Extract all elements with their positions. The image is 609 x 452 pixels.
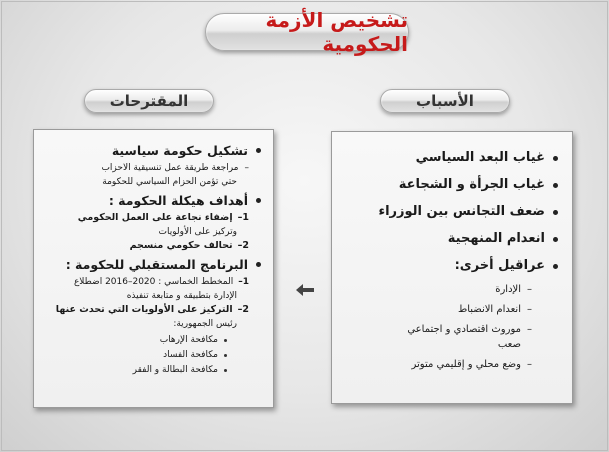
causes-header — [380, 89, 510, 113]
proposals-panel — [33, 129, 274, 408]
proposal-sub-text-cont: الإدارة بتطبيقه و متابعة تنفيذه — [126, 291, 237, 301]
cause-item — [340, 204, 558, 220]
proposal-sub-text: المخطط الخماسي : 2020–2016 اضطلاع — [73, 277, 234, 287]
obstacle-label: موروث اقتصادي و اجتماعي صعب — [407, 324, 521, 350]
proposal-sub-text-cont: وتركيز على الأولويات — [158, 227, 237, 237]
proposal-sub-text-cont: حتي تؤمن الحزام السياسي للحكومة — [102, 177, 237, 187]
obstacle-label: وضع محلي و إقليمي متوتر — [411, 359, 521, 370]
obstacle-item: – انعدام الانضباط — [457, 304, 532, 315]
slide-title: تشخيص الأزمة الحكومية — [265, 8, 408, 56]
bullet-icon — [256, 148, 261, 153]
bullet-icon — [553, 237, 558, 242]
proposal-title: البرنامج المستقبلي للحكومة : — [65, 257, 248, 272]
cause-item — [340, 177, 558, 193]
bullet-icon — [553, 264, 558, 269]
cause-label: عراقيل أخرى: — [454, 258, 545, 273]
proposal-sub-text-cont: رئيس الجمهورية: — [173, 319, 237, 329]
priority-label: مكافحة الإرهاب — [159, 335, 218, 345]
priority-item — [40, 363, 261, 378]
proposal-sub-text: تحالف حكومي منسجم — [129, 240, 233, 251]
causes-panel — [331, 131, 573, 404]
causes-header-label: الأسباب — [416, 92, 474, 110]
priority-label: مكافحة الفساد — [163, 350, 218, 360]
cause-item — [340, 258, 558, 274]
obstacle-item: – موروث اقتصادي و اجتماعي صعب — [340, 322, 558, 352]
cause-item — [340, 231, 558, 247]
bullet-icon — [224, 369, 227, 372]
cause-label: غياب البعد السياسي — [415, 150, 545, 165]
bullet-icon — [224, 354, 227, 357]
proposal-item — [40, 192, 261, 209]
priority-item — [40, 348, 261, 363]
bullet-icon — [553, 183, 558, 188]
proposals-header — [84, 89, 214, 113]
obstacle-label: انعدام الانضباط — [457, 304, 521, 315]
bullet-icon — [553, 156, 558, 161]
obstacle-item: – الإدارة — [495, 284, 532, 295]
proposal-sub-text: إضفاء نجاعة على العمل الحكومي — [77, 212, 233, 223]
obstacle-item: – وضع محلي و إقليمي متوتر — [411, 359, 532, 370]
bullet-icon — [224, 339, 227, 342]
bullet-icon — [256, 198, 261, 203]
cause-label: انعدام المنهجية — [447, 231, 545, 246]
proposal-sub-item: 1– إضفاء نجاعة على العمل الحكومي — [77, 212, 249, 223]
proposal-sub-text: مراجعة طريقة عمل تنسيقية الاحزاب — [101, 163, 239, 173]
title-banner — [205, 8, 409, 56]
proposal-title: تشكيل حكومة سياسية — [111, 143, 248, 158]
proposal-item — [40, 256, 261, 273]
bullet-icon — [256, 262, 261, 267]
proposal-sub-item: 2– التركيز على الأولويات التي تحدث عنها — [55, 304, 249, 315]
proposal-sub-item: 2– تحالف حكومي منسجم — [129, 240, 249, 251]
bullet-icon — [553, 210, 558, 215]
proposal-item — [40, 142, 261, 159]
cause-label: غياب الجرأة و الشجاعة — [398, 177, 545, 192]
obstacle-label: الإدارة — [495, 284, 521, 295]
proposals-header-label: المقترحات — [109, 92, 189, 110]
proposal-sub-text: التركيز على الأولويات التي تحدث عنها — [55, 304, 233, 315]
cause-label: ضعف التجانس بين الوزراء — [378, 204, 545, 219]
proposal-title: أهداف هيكلة الحكومة : — [108, 193, 248, 208]
priority-label: مكافحة البطالة و الفقر — [132, 365, 218, 375]
causes-list — [340, 150, 558, 372]
proposal-sub-item: – مراجعة طريقة عمل تنسيقية الاحزاب — [101, 163, 249, 173]
proposal-sub-item: 1– المخطط الخماسي : 2020–2016 اضطلاع — [73, 277, 249, 287]
cause-item — [340, 150, 558, 166]
arrow-left-icon — [296, 284, 314, 296]
priority-item — [40, 333, 261, 348]
